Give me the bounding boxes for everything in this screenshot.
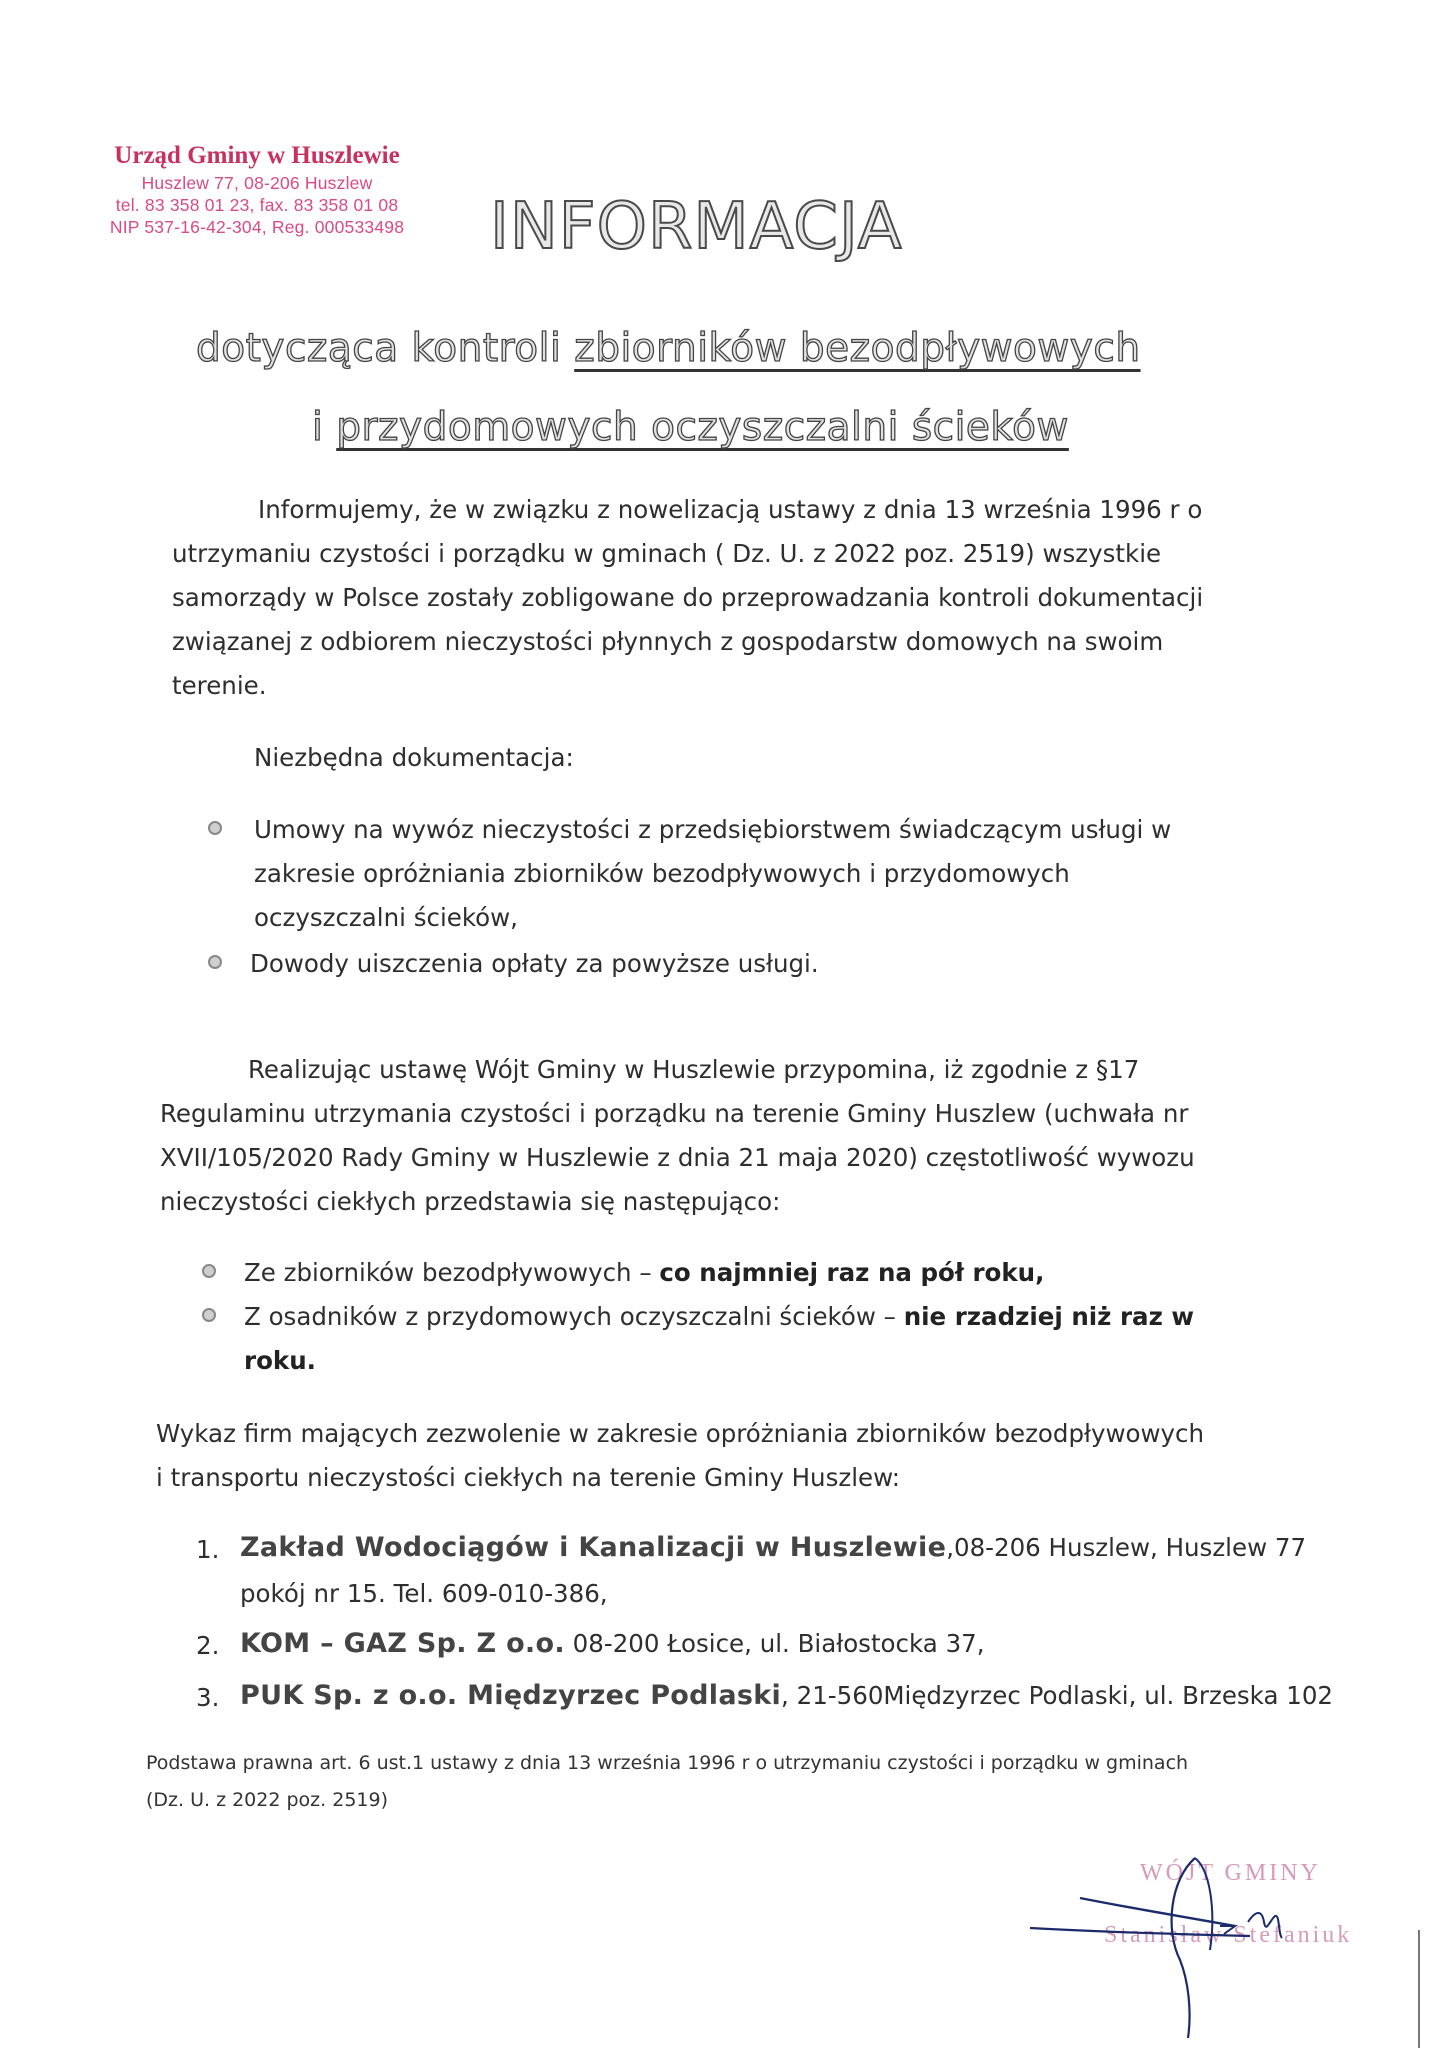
reminder-line-2: Regulaminu utrzymania czystości i porządku na terenie Gminy Huszlew (uchwała nr [160, 1099, 1189, 1128]
document-heading: INFORMACJA [490, 190, 903, 264]
subtitle-line-2 [312, 405, 1069, 450]
stamp-ids: NIP 537-16-42-304, Reg. 000533498 [109, 217, 405, 237]
firm-2-name: KOM – GAZ Sp. Z o.o. [240, 1628, 565, 1659]
intro-line-1: Informujemy, że w związku z nowelizacją ustawy z dnia 13 września 1996 r o [258, 495, 1203, 524]
firm-3-number: 3. [196, 1683, 220, 1712]
stamp-address: Huszlew 77, 08-206 Huszlew [141, 173, 373, 193]
reminder-line-3: XVII/105/2020 Rady Gminy w Huszlewie z dnia 21 maja 2020) częstotliwość wywozu [160, 1143, 1195, 1172]
subtitle-line-1 [196, 326, 1141, 371]
firm-2-number: 2. [196, 1631, 220, 1660]
frequency-item-2-plain: Z osadników z przydomowych oczyszczalni ścieków – [244, 1302, 904, 1331]
page-edge-line [1418, 1930, 1420, 2048]
frequency-item-2 [244, 1295, 1194, 1339]
firms-intro-line-2: i transportu nieczystości ciekłych na terenie Gminy Huszlew: [156, 1463, 901, 1492]
handwritten-signature-icon [1020, 1850, 1320, 2040]
intro-line-4: związanej z odbiorem nieczystości płynnych z gospodarstw domowych na swoim [172, 627, 1164, 656]
subtitle-line-1-underlined: zbiorników bezodpływowych [574, 326, 1141, 371]
firm-1-name: Zakład Wodociągów i Kanalizacji w Huszlewie [240, 1532, 947, 1563]
frequency-item-1-bold: co najmniej raz na pół roku, [659, 1258, 1045, 1287]
frequency-item-2-cont: roku. [244, 1346, 316, 1375]
firm-3 [240, 1674, 1333, 1718]
stamp-phone: tel. 83 358 01 23, fax. 83 358 01 08 [115, 195, 399, 215]
subtitle-line-2-underlined: przydomowych oczyszczalni ścieków [336, 405, 1069, 450]
firm-1-cont: pokój nr 15. Tel. 609-010-386, [240, 1579, 608, 1608]
firm-1-number: 1. [196, 1535, 220, 1564]
firm-3-details: , 21-560Międzyrzec Podlaski, ul. Brzeska 102 [781, 1681, 1334, 1710]
bullet-icon [208, 955, 222, 969]
intro-line-5: terenie. [172, 671, 267, 700]
bullet-icon [208, 821, 222, 835]
frequency-item-2-bold: nie rzadziej niż raz w [903, 1302, 1194, 1331]
stamp-office-name: Urząd Gminy w Huszlewie [114, 142, 400, 169]
signature-title: WÓJT GMINY [1140, 1860, 1321, 1886]
firm-3-name: PUK Sp. z o.o. Międzyrzec Podlaski [240, 1680, 782, 1711]
subtitle-line-2-plain: i [312, 405, 337, 450]
bullet-icon [202, 1264, 216, 1278]
bullet-icon [202, 1308, 216, 1322]
docs-item-1-line-3: oczyszczalni ścieków, [254, 903, 518, 932]
firm-2 [240, 1622, 985, 1666]
subtitle-line-1-plain: dotycząca kontroli [196, 326, 575, 371]
signature-name: Stanisław Stefaniuk [1104, 1922, 1353, 1948]
intro-line-3: samorządy w Polsce zostały zobligowane do przeprowadzania kontroli dokumentacji [172, 583, 1204, 612]
legal-basis-line-2: (Dz. U. z 2022 poz. 2519) [146, 1789, 388, 1811]
firms-intro-line-1: Wykaz firm mających zezwolenie w zakresie opróżniania zbiorników bezodpływowych [156, 1419, 1205, 1448]
reminder-line-1: Realizując ustawę Wójt Gminy w Huszlewie przypomina, iż zgodnie z §17 [248, 1055, 1140, 1084]
docs-item-1-line-2: zakresie opróżniania zbiorników bezodpływowych i przydomowych [254, 859, 1070, 888]
legal-basis-line-1: Podstawa prawna art. 6 ust.1 ustawy z dnia 13 września 1996 r o utrzymaniu czystości i porządku w gminach [146, 1752, 1189, 1774]
reminder-line-4: nieczystości ciekłych przedstawia się następująco: [160, 1187, 781, 1216]
docs-item-2: Dowody uiszczenia opłaty za powyższe usługi. [250, 949, 819, 978]
docs-item-1-line-1: Umowy na wywóz nieczystości z przedsiębiorstwem świadczącym usługi w [254, 815, 1172, 844]
frequency-item-1-plain: Ze zbiorników bezodpływowych – [244, 1258, 660, 1287]
firm-2-details: 08-200 Łosice, ul. Białostocka 37, [564, 1629, 985, 1658]
frequency-item-1 [244, 1251, 1044, 1295]
firm-1 [240, 1526, 1306, 1570]
firm-1-details: ,08-206 Huszlew, Huszlew 77 [946, 1533, 1307, 1562]
docs-label: Niezbędna dokumentacja: [254, 743, 574, 772]
office-stamp [92, 140, 422, 238]
intro-line-2: utrzymaniu czystości i porządku w gminach ( Dz. U. z 2022 poz. 2519) wszystkie [172, 539, 1162, 568]
